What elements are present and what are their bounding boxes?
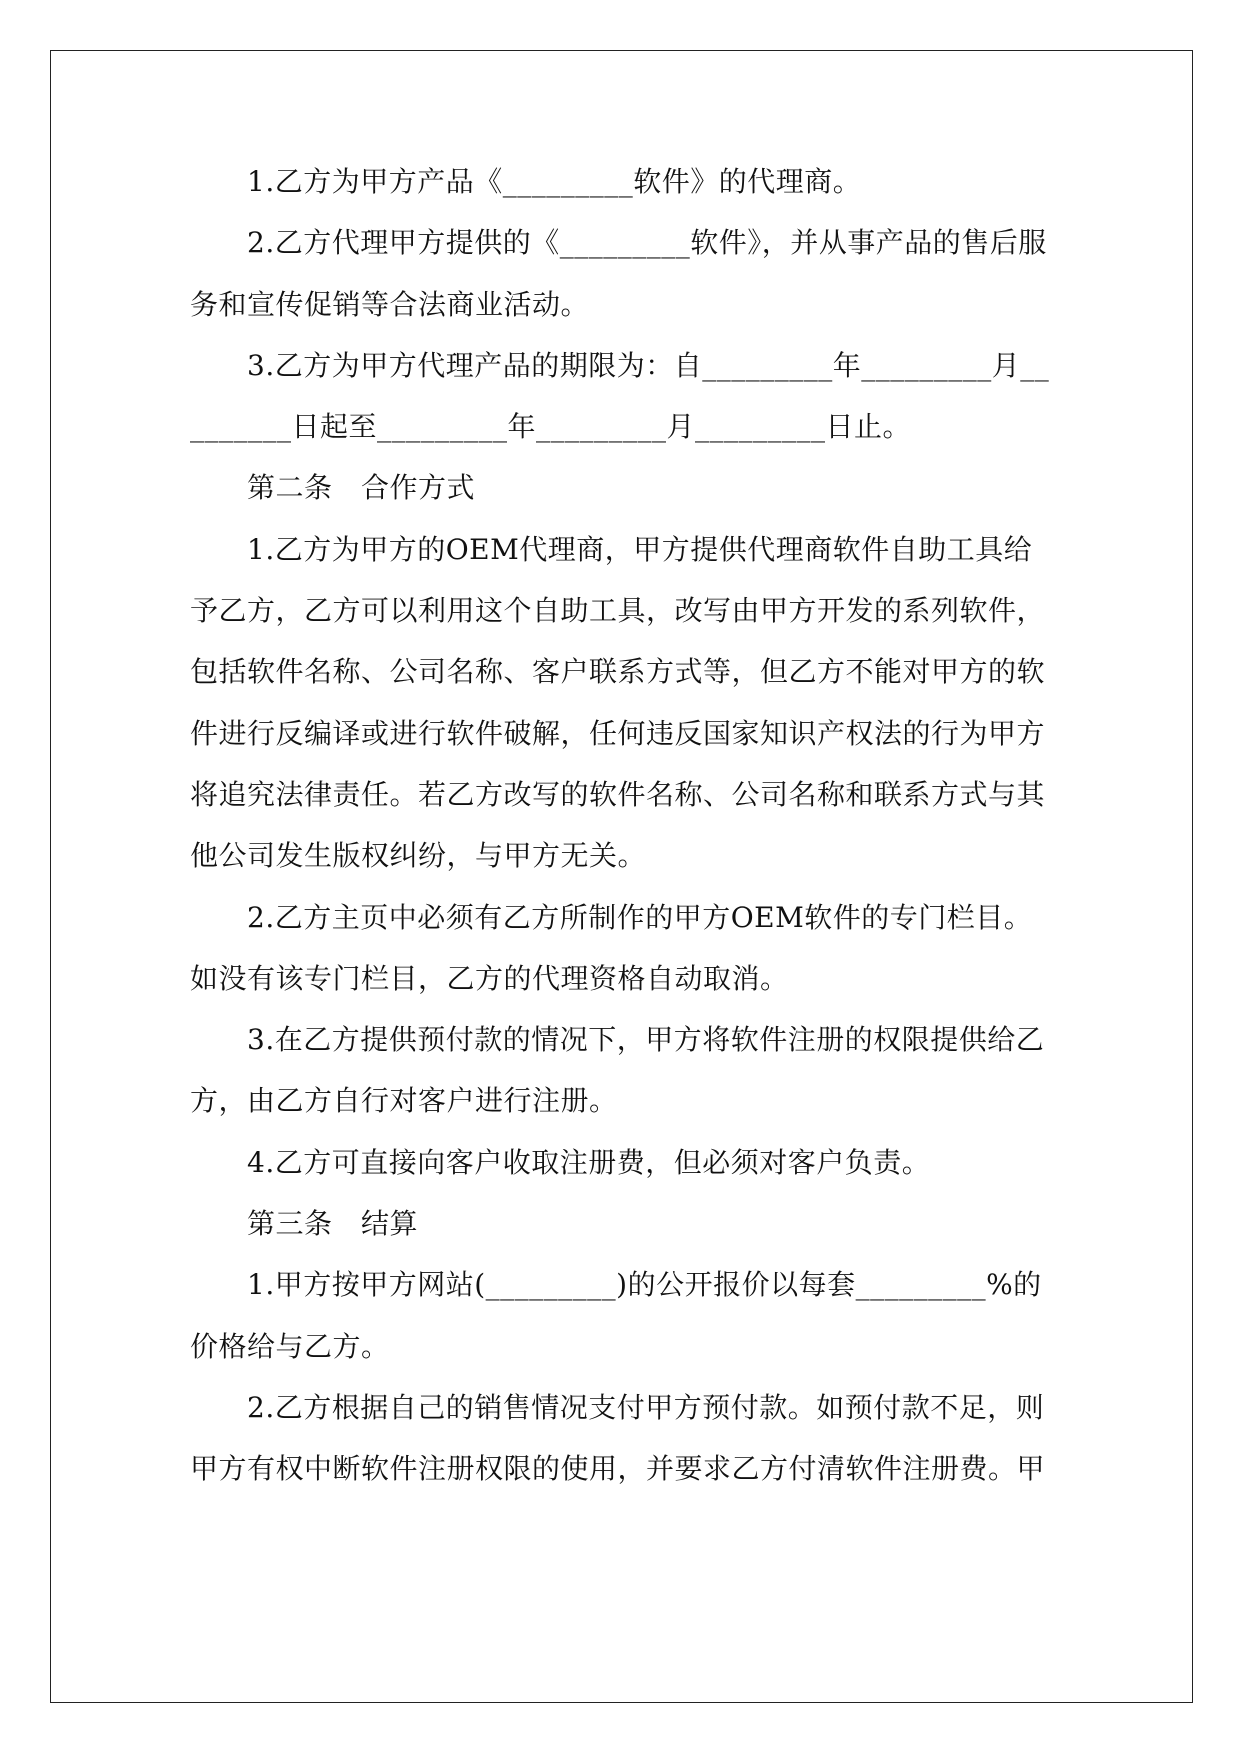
clause-2-1: 1.乙方为甲方的OEM代理商，甲方提供代理商软件自助工具给予乙方，乙方可以利用这个自助工具，改写由甲方开发的系列软件，包括软件名称、公司名称、客户联系方式等，但乙方不能对甲方的软件进行反编译或进行软件破解，任何违反国家知识产权法的行为甲方将追究法律责任。若乙方改写的软件名称、公司名称和联系方式与其他公司发生版权纠纷，与甲方无关。 [190, 532, 1046, 873]
clause-1-1: 1.乙方为甲方产品《_________软件》的代理商。 [247, 165, 862, 198]
clause-1-3: 3.乙方为甲方代理产品的期限为：自_________年_________月_________日起至_________年_________月_________日止。 [190, 348, 1050, 444]
clause-3-1: 1.甲方按甲方网站(_________)的公开报价以每套_________%的价格给与乙方。 [190, 1268, 1042, 1363]
document-body [190, 151, 1060, 1500]
clause-2-3: 3.在乙方提供预付款的情况下，甲方将软件注册的权限提供给乙方，由乙方自行对客户进行注册。 [190, 1023, 1045, 1118]
clause-2-4: 4.乙方可直接向客户收取注册费，但必须对客户负责。 [247, 1145, 931, 1179]
article-2-heading: 第二条 合作方式 [247, 471, 476, 505]
article-3-heading: 第三条 结算 [247, 1207, 419, 1241]
clause-1-2: 2.乙方代理甲方提供的《_________软件》，并从事产品的售后服务和宣传促销等合法商业活动。 [190, 226, 1047, 321]
clause-3-2: 2.乙方根据自己的销售情况支付甲方预付款。如预付款不足，则甲方有权中断软件注册权限的使用，并要求乙方付清软件注册费。甲 [190, 1390, 1046, 1486]
clause-2-2: 2.乙方主页中必须有乙方所制作的甲方OEM软件的专门栏目。如没有该专门栏目，乙方的代理资格自动取消。 [190, 900, 1033, 995]
